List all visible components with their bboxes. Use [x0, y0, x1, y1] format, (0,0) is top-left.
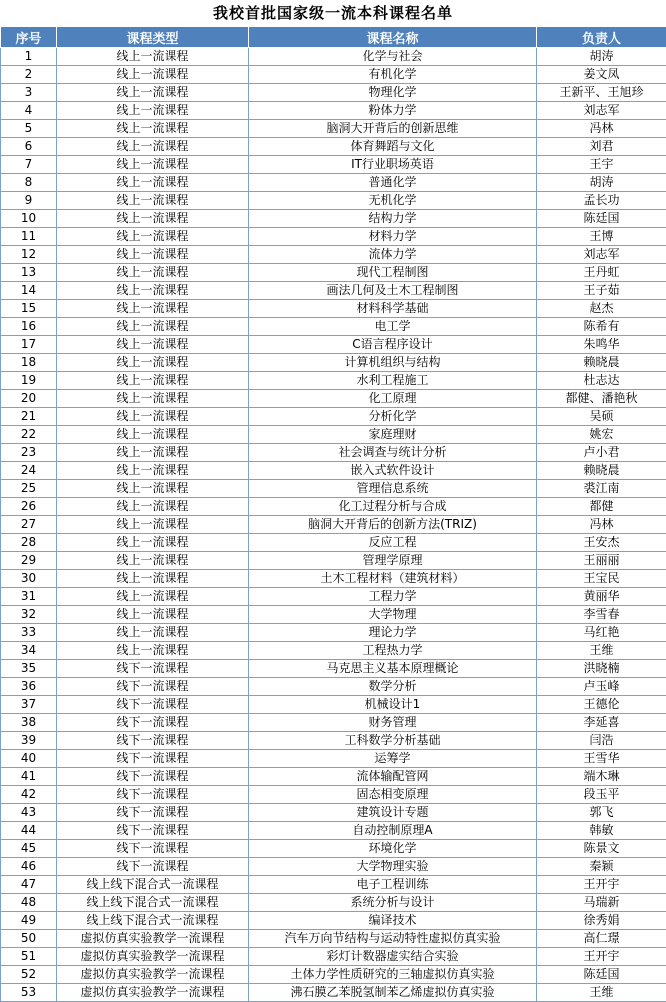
- cell-course-name: 工科数学分析基础: [249, 732, 537, 750]
- cell-instructor: 王安杰: [537, 534, 666, 552]
- table-row: [1, 66, 666, 84]
- cell-course-name: 固态相变原理: [249, 786, 537, 804]
- cell-course-name: 大学物理实验: [249, 858, 537, 876]
- cell-course-name: 彩灯计数器虚实结合实验: [249, 948, 537, 966]
- cell-index: 42: [1, 786, 57, 804]
- cell-index: 10: [1, 210, 57, 228]
- table-row: [1, 534, 666, 552]
- cell-course-type: 线上一流课程: [57, 246, 249, 264]
- cell-instructor: 王博: [537, 228, 666, 246]
- cell-instructor: 郭飞: [537, 804, 666, 822]
- cell-index: 41: [1, 768, 57, 786]
- table-row: [1, 462, 666, 480]
- cell-course-name: 电子工程训练: [249, 876, 537, 894]
- cell-instructor: 马红艳: [537, 624, 666, 642]
- cell-instructor: 王开宇: [537, 876, 666, 894]
- cell-course-type: 线上一流课程: [57, 570, 249, 588]
- cell-course-type: 虚拟仿真实验教学一流课程: [57, 984, 249, 1002]
- cell-course-name: 现代工程制图: [249, 264, 537, 282]
- cell-instructor: 都健: [537, 498, 666, 516]
- cell-course-name: 反应工程: [249, 534, 537, 552]
- cell-course-type: 线上一流课程: [57, 516, 249, 534]
- cell-course-type: 线上一流课程: [57, 84, 249, 102]
- cell-instructor: 陈景文: [537, 840, 666, 858]
- cell-index: 37: [1, 696, 57, 714]
- cell-course-type: 线上一流课程: [57, 408, 249, 426]
- table-row: [1, 804, 666, 822]
- cell-index: 2: [1, 66, 57, 84]
- cell-index: 6: [1, 138, 57, 156]
- cell-course-name: 土体力学性质研究的三轴虚拟仿真实验: [249, 966, 537, 984]
- cell-index: 45: [1, 840, 57, 858]
- cell-course-name: 化学与社会: [249, 48, 537, 66]
- cell-course-type: 线上一流课程: [57, 282, 249, 300]
- cell-course-name: 数学分析: [249, 678, 537, 696]
- table-row: [1, 570, 666, 588]
- cell-index: 44: [1, 822, 57, 840]
- cell-instructor: 赖晓晨: [537, 462, 666, 480]
- cell-course-name: 土木工程材料（建筑材料）: [249, 570, 537, 588]
- cell-index: 33: [1, 624, 57, 642]
- cell-course-name: 脑洞大开背后的创新思维: [249, 120, 537, 138]
- table-row: [1, 948, 666, 966]
- cell-index: 43: [1, 804, 57, 822]
- table-row: [1, 930, 666, 948]
- cell-course-type: 线上一流课程: [57, 390, 249, 408]
- cell-course-type: 线上一流课程: [57, 138, 249, 156]
- cell-index: 22: [1, 426, 57, 444]
- cell-instructor: 王丹虹: [537, 264, 666, 282]
- cell-course-name: 流体力学: [249, 246, 537, 264]
- cell-instructor: 朱鸣华: [537, 336, 666, 354]
- cell-instructor: 刘君: [537, 138, 666, 156]
- cell-index: 38: [1, 714, 57, 732]
- cell-index: 39: [1, 732, 57, 750]
- cell-instructor: 李延喜: [537, 714, 666, 732]
- cell-course-type: 线上一流课程: [57, 228, 249, 246]
- cell-course-type: 线上一流课程: [57, 354, 249, 372]
- table-row: [1, 966, 666, 984]
- cell-course-name: 嵌入式软件设计: [249, 462, 537, 480]
- cell-course-type: 线上一流课程: [57, 534, 249, 552]
- cell-index: 40: [1, 750, 57, 768]
- table-row: [1, 552, 666, 570]
- cell-course-type: 线上一流课程: [57, 372, 249, 390]
- cell-course-name: 体育舞蹈与文化: [249, 138, 537, 156]
- cell-instructor: 陈希有: [537, 318, 666, 336]
- cell-course-name: 普通化学: [249, 174, 537, 192]
- table-row: [1, 858, 666, 876]
- cell-course-name: 汽车万向节结构与运动特性虚拟仿真实验: [249, 930, 537, 948]
- cell-course-name: 财务管理: [249, 714, 537, 732]
- cell-course-type: 线上一流课程: [57, 156, 249, 174]
- cell-course-type: 线下一流课程: [57, 768, 249, 786]
- cell-course-type: 线上一流课程: [57, 48, 249, 66]
- cell-course-type: 线上一流课程: [57, 606, 249, 624]
- table-row: [1, 48, 666, 66]
- cell-course-name: 建筑设计专题: [249, 804, 537, 822]
- cell-index: 48: [1, 894, 57, 912]
- cell-index: 18: [1, 354, 57, 372]
- cell-course-type: 线上一流课程: [57, 336, 249, 354]
- cell-course-type: 线下一流课程: [57, 678, 249, 696]
- table-row: [1, 246, 666, 264]
- cell-course-type: 线上一流课程: [57, 300, 249, 318]
- cell-instructor: 赵杰: [537, 300, 666, 318]
- cell-course-type: 线上一流课程: [57, 444, 249, 462]
- table-body: [1, 48, 666, 1002]
- cell-instructor: 徐秀娟: [537, 912, 666, 930]
- table-row: [1, 372, 666, 390]
- cell-course-name: 编译技术: [249, 912, 537, 930]
- cell-instructor: 冯林: [537, 120, 666, 138]
- cell-instructor: 陈廷国: [537, 210, 666, 228]
- cell-course-type: 线上一流课程: [57, 552, 249, 570]
- cell-course-name: 电工学: [249, 318, 537, 336]
- cell-course-name: 流体输配管网: [249, 768, 537, 786]
- cell-index: 17: [1, 336, 57, 354]
- cell-course-name: 工程力学: [249, 588, 537, 606]
- cell-course-name: 画法几何及土木工程制图: [249, 282, 537, 300]
- cell-index: 4: [1, 102, 57, 120]
- table-row: [1, 264, 666, 282]
- cell-course-type: 线下一流课程: [57, 750, 249, 768]
- cell-course-name: 社会调查与统计分析: [249, 444, 537, 462]
- table-row: [1, 210, 666, 228]
- cell-instructor: 姜文凤: [537, 66, 666, 84]
- cell-index: 23: [1, 444, 57, 462]
- cell-instructor: 高仁璟: [537, 930, 666, 948]
- cell-index: 51: [1, 948, 57, 966]
- cell-course-name: C语言程序设计: [249, 336, 537, 354]
- cell-instructor: 卢小君: [537, 444, 666, 462]
- table-row: [1, 606, 666, 624]
- cell-index: 25: [1, 480, 57, 498]
- table-row: [1, 624, 666, 642]
- cell-course-type: 线下一流课程: [57, 696, 249, 714]
- cell-instructor: 闫浩: [537, 732, 666, 750]
- cell-course-name: 水利工程施工: [249, 372, 537, 390]
- cell-instructor: 胡涛: [537, 174, 666, 192]
- table-header-row: [1, 27, 666, 48]
- cell-course-type: 虚拟仿真实验教学一流课程: [57, 948, 249, 966]
- cell-instructor: 姚宏: [537, 426, 666, 444]
- cell-course-type: 线上一流课程: [57, 498, 249, 516]
- table-row: [1, 732, 666, 750]
- cell-course-type: 线上一流课程: [57, 102, 249, 120]
- cell-instructor: 王维: [537, 984, 666, 1002]
- table-row: [1, 768, 666, 786]
- cell-course-type: 线上一流课程: [57, 318, 249, 336]
- cell-index: 50: [1, 930, 57, 948]
- table-row: [1, 480, 666, 498]
- cell-instructor: 秦颖: [537, 858, 666, 876]
- cell-instructor: 韩敏: [537, 822, 666, 840]
- header-instructor: 负责人: [537, 27, 666, 48]
- cell-index: 19: [1, 372, 57, 390]
- cell-index: 53: [1, 984, 57, 1002]
- table-row: [1, 102, 666, 120]
- table-row: [1, 822, 666, 840]
- cell-index: 52: [1, 966, 57, 984]
- cell-course-name: 材料科学基础: [249, 300, 537, 318]
- cell-instructor: 胡涛: [537, 48, 666, 66]
- cell-instructor: 冯林: [537, 516, 666, 534]
- cell-course-type: 线下一流课程: [57, 840, 249, 858]
- cell-instructor: 都健、潘艳秋: [537, 390, 666, 408]
- cell-index: 34: [1, 642, 57, 660]
- table-row: [1, 336, 666, 354]
- cell-course-type: 线上一流课程: [57, 624, 249, 642]
- cell-instructor: 吴硕: [537, 408, 666, 426]
- cell-index: 24: [1, 462, 57, 480]
- cell-course-type: 线上一流课程: [57, 642, 249, 660]
- cell-instructor: 王新平、王旭珍: [537, 84, 666, 102]
- cell-course-name: 管理信息系统: [249, 480, 537, 498]
- cell-course-type: 线下一流课程: [57, 822, 249, 840]
- cell-course-type: 虚拟仿真实验教学一流课程: [57, 930, 249, 948]
- cell-course-name: 自动控制原理A: [249, 822, 537, 840]
- cell-course-type: 线下一流课程: [57, 804, 249, 822]
- cell-index: 35: [1, 660, 57, 678]
- table-row: [1, 444, 666, 462]
- cell-course-type: 虚拟仿真实验教学一流课程: [57, 966, 249, 984]
- cell-instructor: 刘志军: [537, 246, 666, 264]
- cell-course-type: 线上一流课程: [57, 264, 249, 282]
- cell-course-name: 无机化学: [249, 192, 537, 210]
- cell-course-type: 线上一流课程: [57, 66, 249, 84]
- cell-course-name: 机械设计1: [249, 696, 537, 714]
- table-row: [1, 300, 666, 318]
- cell-course-name: 化工过程分析与合成: [249, 498, 537, 516]
- cell-course-type: 线上一流课程: [57, 426, 249, 444]
- cell-course-type: 线下一流课程: [57, 786, 249, 804]
- cell-course-name: 沸石膜乙苯脱氢制苯乙烯虚拟仿真实验: [249, 984, 537, 1002]
- cell-instructor: 王子茹: [537, 282, 666, 300]
- table-row: [1, 984, 666, 1002]
- cell-course-type: 线上一流课程: [57, 192, 249, 210]
- cell-course-name: 工程热力学: [249, 642, 537, 660]
- cell-course-type: 线上一流课程: [57, 480, 249, 498]
- cell-index: 5: [1, 120, 57, 138]
- cell-index: 13: [1, 264, 57, 282]
- cell-index: 26: [1, 498, 57, 516]
- table-row: [1, 498, 666, 516]
- cell-course-type: 线上线下混合式一流课程: [57, 894, 249, 912]
- cell-instructor: 李雪春: [537, 606, 666, 624]
- table-row: [1, 588, 666, 606]
- table-row: [1, 228, 666, 246]
- table-row: [1, 174, 666, 192]
- table-row: [1, 408, 666, 426]
- table-row: [1, 426, 666, 444]
- cell-instructor: 王丽丽: [537, 552, 666, 570]
- cell-instructor: 洪晓楠: [537, 660, 666, 678]
- cell-course-name: 物理化学: [249, 84, 537, 102]
- table-row: [1, 714, 666, 732]
- cell-course-name: 环境化学: [249, 840, 537, 858]
- cell-course-type: 线下一流课程: [57, 660, 249, 678]
- table-row: [1, 876, 666, 894]
- cell-course-name: 管理学原理: [249, 552, 537, 570]
- cell-course-name: 系统分析与设计: [249, 894, 537, 912]
- cell-index: 7: [1, 156, 57, 174]
- cell-course-type: 线上一流课程: [57, 210, 249, 228]
- cell-course-name: 大学物理: [249, 606, 537, 624]
- cell-index: 14: [1, 282, 57, 300]
- cell-instructor: 王宝民: [537, 570, 666, 588]
- cell-instructor: 黄丽华: [537, 588, 666, 606]
- cell-course-name: IT行业职场英语: [249, 156, 537, 174]
- table-row: [1, 318, 666, 336]
- cell-instructor: 王雪华: [537, 750, 666, 768]
- table-row: [1, 912, 666, 930]
- cell-course-type: 线上一流课程: [57, 588, 249, 606]
- cell-instructor: 王宇: [537, 156, 666, 174]
- cell-instructor: 端木琳: [537, 768, 666, 786]
- cell-course-name: 有机化学: [249, 66, 537, 84]
- header-course-type: 课程类型: [57, 27, 249, 48]
- cell-course-type: 线上一流课程: [57, 174, 249, 192]
- table-row: [1, 156, 666, 174]
- cell-instructor: 王维: [537, 642, 666, 660]
- cell-instructor: 赖晓晨: [537, 354, 666, 372]
- table-row: [1, 516, 666, 534]
- cell-course-name: 家庭理财: [249, 426, 537, 444]
- cell-course-name: 理论力学: [249, 624, 537, 642]
- course-table: [0, 26, 666, 1002]
- cell-course-type: 线下一流课程: [57, 732, 249, 750]
- table-row: [1, 894, 666, 912]
- table-row: [1, 660, 666, 678]
- table-row: [1, 120, 666, 138]
- page-title: 我校首批国家级一流本科课程名单: [0, 0, 666, 26]
- cell-course-name: 粉体力学: [249, 102, 537, 120]
- cell-instructor: 段玉平: [537, 786, 666, 804]
- cell-index: 1: [1, 48, 57, 66]
- cell-course-name: 分析化学: [249, 408, 537, 426]
- cell-course-type: 线上一流课程: [57, 462, 249, 480]
- table-row: [1, 678, 666, 696]
- table-row: [1, 696, 666, 714]
- table-row: [1, 786, 666, 804]
- table-row: [1, 354, 666, 372]
- cell-index: 15: [1, 300, 57, 318]
- table-row: [1, 84, 666, 102]
- cell-index: 21: [1, 408, 57, 426]
- cell-course-name: 化工原理: [249, 390, 537, 408]
- cell-course-type: 线上线下混合式一流课程: [57, 912, 249, 930]
- cell-course-name: 脑洞大开背后的创新方法(TRIZ): [249, 516, 537, 534]
- cell-index: 11: [1, 228, 57, 246]
- cell-instructor: 刘志军: [537, 102, 666, 120]
- cell-index: 29: [1, 552, 57, 570]
- cell-index: 12: [1, 246, 57, 264]
- cell-instructor: 王开宇: [537, 948, 666, 966]
- cell-instructor: 孟长功: [537, 192, 666, 210]
- cell-index: 27: [1, 516, 57, 534]
- cell-instructor: 卢玉峰: [537, 678, 666, 696]
- header-course-name: 课程名称: [249, 27, 537, 48]
- cell-index: 28: [1, 534, 57, 552]
- cell-course-name: 运筹学: [249, 750, 537, 768]
- cell-index: 31: [1, 588, 57, 606]
- table-row: [1, 750, 666, 768]
- table-row: [1, 840, 666, 858]
- table-row: [1, 138, 666, 156]
- cell-course-name: 计算机组织与结构: [249, 354, 537, 372]
- table-row: [1, 642, 666, 660]
- cell-course-name: 结构力学: [249, 210, 537, 228]
- cell-instructor: 马瑞新: [537, 894, 666, 912]
- cell-instructor: 裘江南: [537, 480, 666, 498]
- cell-course-type: 线下一流课程: [57, 858, 249, 876]
- table-row: [1, 192, 666, 210]
- cell-index: 46: [1, 858, 57, 876]
- cell-course-name: 材料力学: [249, 228, 537, 246]
- cell-course-type: 线下一流课程: [57, 714, 249, 732]
- cell-course-type: 线上一流课程: [57, 120, 249, 138]
- cell-index: 9: [1, 192, 57, 210]
- cell-course-type: 线上线下混合式一流课程: [57, 876, 249, 894]
- cell-course-name: 马克思主义基本原理概论: [249, 660, 537, 678]
- cell-index: 30: [1, 570, 57, 588]
- header-index: 序号: [1, 27, 57, 48]
- cell-index: 16: [1, 318, 57, 336]
- cell-index: 36: [1, 678, 57, 696]
- cell-instructor: 杜志达: [537, 372, 666, 390]
- cell-index: 8: [1, 174, 57, 192]
- cell-instructor: 陈廷国: [537, 966, 666, 984]
- cell-index: 20: [1, 390, 57, 408]
- table-row: [1, 390, 666, 408]
- cell-index: 3: [1, 84, 57, 102]
- cell-instructor: 王德伦: [537, 696, 666, 714]
- cell-index: 32: [1, 606, 57, 624]
- cell-index: 49: [1, 912, 57, 930]
- table-row: [1, 282, 666, 300]
- cell-index: 47: [1, 876, 57, 894]
